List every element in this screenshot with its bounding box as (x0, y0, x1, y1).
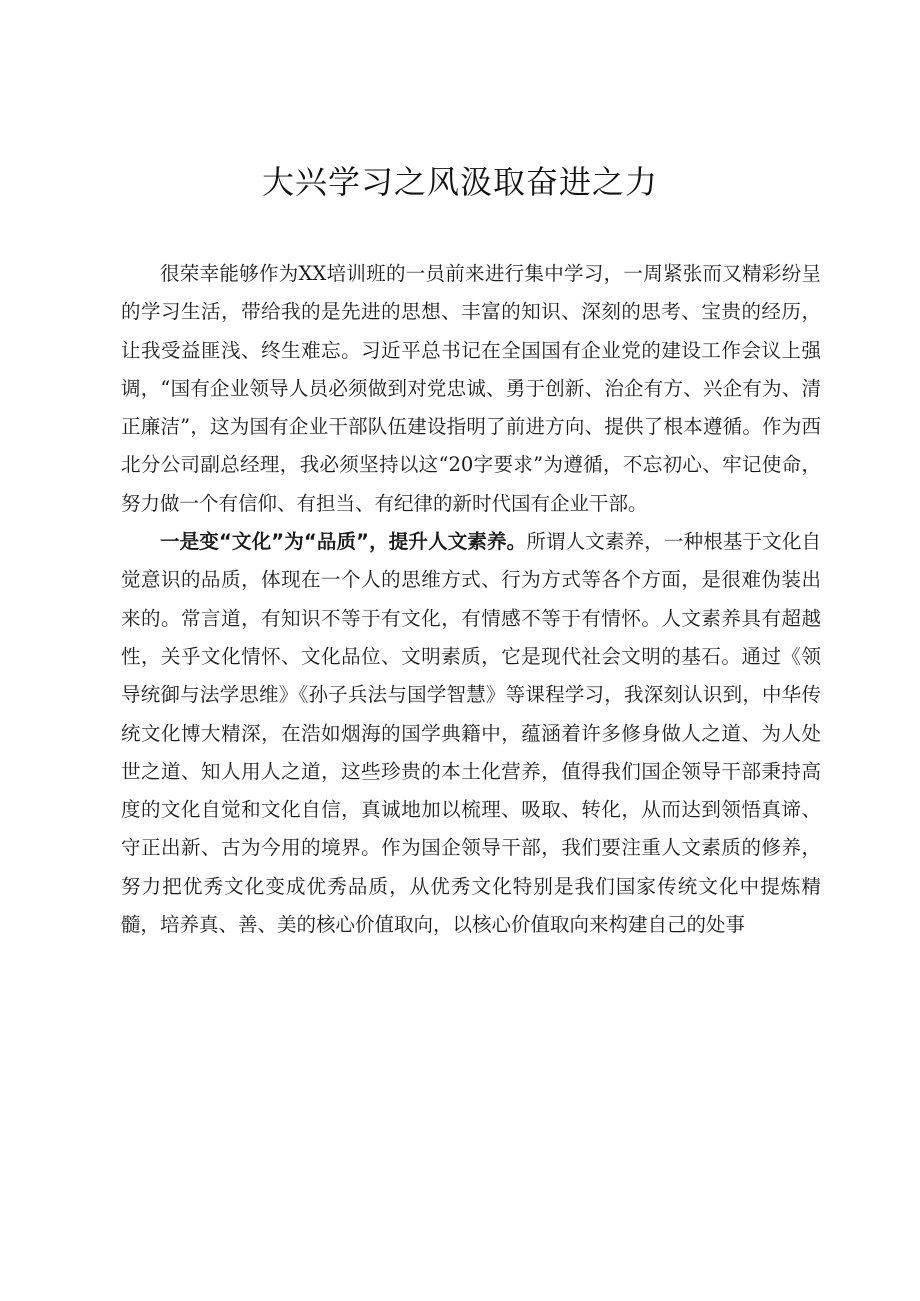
document-title: 大兴学习之风汲取奋进之力 (261, 163, 658, 201)
paragraph-lead: 一是变“文化”为“品质”，提升人文素养。 (160, 530, 527, 554)
document-body (121, 255, 821, 944)
paragraph-point-one (121, 523, 821, 944)
paragraph-intro (121, 255, 821, 523)
paragraph-text: 很荣幸能够作为XX培训班的一员前来进行集中学习，一周紧张而又精彩纷呈的学习生活，带给我的是先进的思想、丰富的知识、深刻的思考、宝贵的经历，让我受益匪浅、终生难忘。习近平总书记在全国国有企业党的建设工作会议上强调，“国有企业领导人员必须做到对党忠诚、勇于创新、治企有方、兴企有为、清正廉洁”，这为国有企业干部队伍建设指明了前进方向、提供了根本遵循。作为西北分公司副总经理，我必须坚持以这“20字要求”为遵循，不忘初心、牢记使命，努力做一个有信仰、有担当、有纪律的新时代国有企业干部。 (121, 262, 821, 515)
paragraph-text: 所谓人文素养，一种根基于文化自觉意识的品质，体现在一个人的思维方式、行为方式等各个方面，是很难伪装出来的。常言道，有知识不等于有文化，有情感不等于有情怀。人文素养具有超越性，关乎文化情怀、文化品位、文明素质，它是现代社会文明的基石。通过《领导统御与法学思维》《孙子兵法与国学智慧》等课程学习，我深刻认识到，中华传统文化博大精深，在浩如烟海的国学典籍中，蕴涵着许多修身做人之道、为人处世之道、知人用人之道，这些珍贵的本土化营养，值得我们国企领导干部秉持高度的文化自觉和文化自信，真诚地加以梳理、吸取、转化，从而达到领悟真谛、守正出新、古为今用的境界。作为国企领导干部，我们要注重人文素质的修养，努力把优秀文化变成优秀品质，从优秀文化特别是我们国家传统文化中提炼精髓，培养真、善、美的核心价值取向，以核心价值取向来构建自己的处事 (121, 530, 821, 937)
